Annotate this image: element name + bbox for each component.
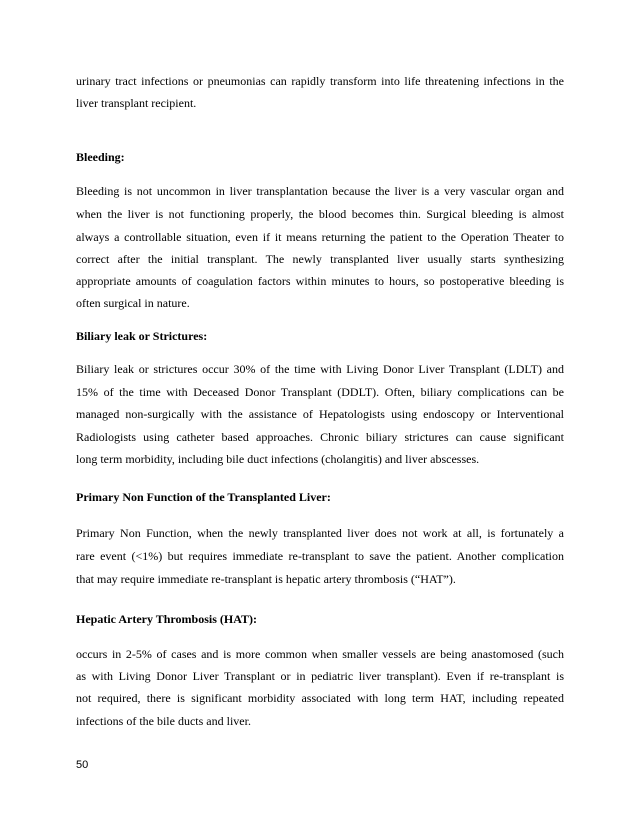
intro-line-2: liver transplant recipient.: [76, 96, 197, 110]
hat-line-4: infections of the bile ducts and liver.: [76, 714, 251, 728]
biliary-line-3: managed non-surgically with the assistance of Hepatologists using endoscopy or Interventional: [76, 407, 564, 421]
pnf-line-1: Primary Non Function, when the newly transplanted liver does not work at all, is fortunately a: [76, 526, 564, 540]
bleeding-line-4: correct after the initial transplant. The newly transplanted liver usually starts synthesizing: [76, 252, 564, 266]
biliary-line-5: long term morbidity, including bile duct infections (cholangitis) and liver abscesses.: [76, 452, 480, 466]
pnf-line-3: that may require immediate re-transplant is hepatic artery thrombosis (“HAT”).: [76, 572, 456, 586]
hat-line-3: not required, there is significant morbidity associated with long term HAT, including repeated: [76, 691, 564, 705]
biliary-line-2: 15% of the time with Deceased Donor Transplant (DDLT). Often, biliary complications can be: [76, 385, 564, 399]
bleeding-line-3: always a controllable situation, even if it means returning the patient to the Operation Theater to: [76, 230, 564, 244]
heading-primary-non-function: Primary Non Function of the Transplanted Liver:: [76, 490, 331, 504]
heading-bleeding: Bleeding:: [76, 150, 125, 164]
bleeding-line-1: Bleeding is not uncommon in liver transplantation because the liver is a very vascular organ and: [76, 184, 564, 198]
heading-hepatic-artery-thrombosis: Hepatic Artery Thrombosis (HAT):: [76, 612, 257, 626]
bleeding-line-6: often surgical in nature.: [76, 296, 190, 310]
bleeding-line-2: when the liver is not functioning properly, the blood becomes thin. Surgical bleeding is almost: [76, 207, 564, 221]
intro-line-1: urinary tract infections or pneumonias can rapidly transform into life threatening infections in the: [76, 74, 564, 88]
bleeding-line-5: appropriate amounts of coagulation factors within minutes to hours, so postoperative bleeding is: [76, 274, 564, 288]
biliary-line-1: Biliary leak or strictures occur 30% of the time with Living Donor Liver Transplant (LDLT) and: [76, 362, 564, 376]
page-number: 50: [76, 759, 89, 771]
hat-line-1: occurs in 2-5% of cases and is more common when smaller vessels are being anastomosed (such: [76, 647, 564, 661]
heading-biliary-leak: Biliary leak or Strictures:: [76, 329, 208, 343]
hat-line-2: as with Living Donor Liver Transplant or in pediatric liver transplant). Even if re-transplant is: [76, 669, 564, 683]
pnf-line-2: rare event (<1%) but requires immediate re-transplant to save the patient. Another complication: [76, 549, 564, 563]
biliary-line-4: Radiologists using catheter based approaches. Chronic biliary strictures can cause significant: [76, 430, 564, 444]
